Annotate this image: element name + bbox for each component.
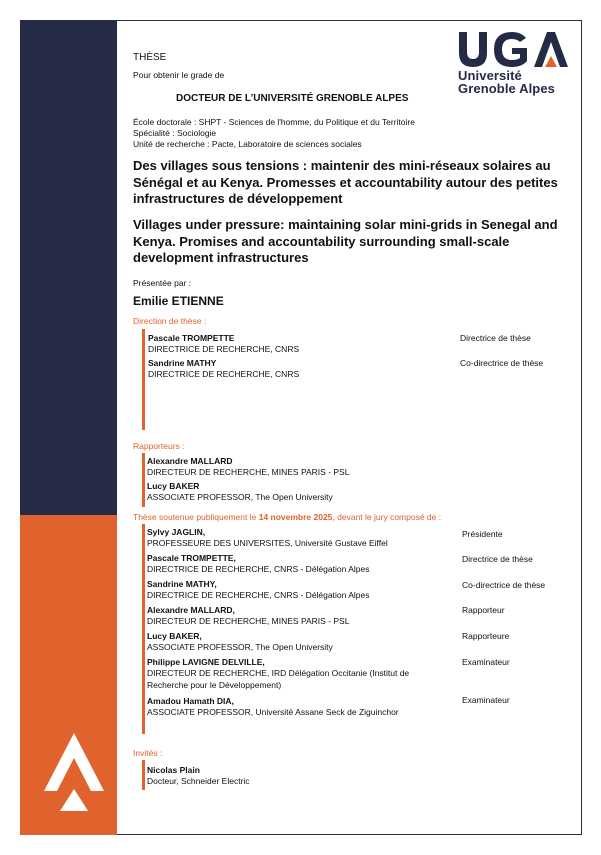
jury-member-role: Rapporteure [462, 631, 510, 641]
jury-member-name: Philippe LAVIGNE DELVILLE, [147, 657, 265, 667]
direction-affil: DIRECTRICE DE RECHERCHE, CNRS [148, 369, 300, 379]
uga-letters-icon [456, 30, 568, 70]
direction-label: Direction de thèse : [133, 316, 207, 326]
uga-logo [456, 30, 568, 96]
rapporteurs-label: Rapporteurs : [133, 441, 185, 451]
invite-name: Nicolas Plain [147, 765, 200, 775]
presentee-label: Présentée par : [133, 278, 192, 288]
jury-member-name: Amadou Hamath DIA, [147, 696, 234, 706]
invite-affil: Docteur, Schneider Electric [147, 776, 250, 786]
logo-line-1: Université [458, 68, 522, 83]
jury-member-role: Examinateur [462, 695, 510, 705]
jury-member-affil: DIRECTRICE DE RECHERCHE, CNRS - Délégation Alpes [147, 564, 370, 574]
jury-member-affil-cont: Recherche pour le Développement) [147, 680, 282, 690]
jury-member-role: Rapporteur [462, 605, 505, 615]
jury-member-affil: DIRECTEUR DE RECHERCHE, MINES PARIS - PSL [147, 616, 350, 626]
direction-role: Co-directrice de thèse [460, 358, 544, 368]
jury-member-name: Lucy BAKER, [147, 631, 202, 641]
jury-member-role: Co-directrice de thèse [462, 580, 546, 590]
jury-member-role: Directrice de thèse [462, 554, 533, 564]
jury-member-name: Sylvy JAGLIN, [147, 527, 206, 537]
direction-role: Directrice de thèse [460, 333, 531, 343]
grade-title: DOCTEUR DE L’UNIVERSITÉ GRENOBLE ALPES [176, 93, 409, 104]
jury-member-affil: ASSOCIATE PROFESSOR, Université Assane Seck de Ziguinchor [147, 707, 399, 717]
defense-date: 14 novembre 2025 [258, 512, 333, 522]
jury-member-affil: DIRECTEUR DE RECHERCHE, IRD Délégation Occitanie (Institut de [147, 668, 410, 678]
pour-obtenir: Pour obtenir le grade de [133, 70, 225, 80]
jury-member-affil: PROFESSEURE DES UNIVERSITES, Université Gustave Eiffel [147, 538, 388, 548]
specialite: Spécialité : Sociologie [133, 128, 217, 138]
jury-member-role: Examinateur [462, 657, 510, 667]
direction-name: Sandrine MATHY [148, 358, 217, 368]
title-french: Des villages sous tensions : maintenir des mini-réseaux solaires au Sénégal et au Kenya. Promesses et accountability autour des petites infrastructures de développement [133, 158, 558, 206]
rapporteur-name: Alexandre MALLARD [147, 456, 233, 466]
unite-recherche: Unité de recherche : Pacte, Laboratoire de sciences sociales [133, 139, 362, 149]
author-name: Emilie ETIENNE [133, 294, 224, 308]
jury-label [133, 512, 441, 523]
rapporteur-affil: ASSOCIATE PROFESSOR, The Open University [147, 492, 333, 502]
jury-member-name: Pascale TROMPETTE, [147, 553, 236, 563]
direction-affil: DIRECTRICE DE RECHERCHE, CNRS [148, 344, 300, 354]
ecole-doctorale: École doctorale : SHPT - Sciences de l'homme, du Politique et du Territoire [133, 117, 415, 127]
jury-label-post: , devant le jury composé de : [332, 512, 442, 522]
rapporteur-name: Lucy BAKER [147, 481, 200, 491]
rapporteurs-bar [142, 453, 145, 507]
invites-bar [142, 760, 145, 790]
jury-bar [142, 524, 145, 734]
sidebar-band [20, 20, 117, 835]
direction-name: Pascale TROMPETTE [148, 333, 235, 343]
direction-bar [142, 329, 145, 430]
jury-label-pre: Thèse soutenue publiquement le [133, 512, 259, 522]
jury-member-affil: DIRECTRICE DE RECHERCHE, CNRS - Délégation Alpes [147, 590, 370, 600]
sidebar-orange-band [20, 515, 117, 835]
title-english: Villages under pressure: maintaining solar mini-grids in Senegal and Kenya. Promises and accountability surrounding small-scale development infrastructures [133, 217, 558, 265]
uga-mountain-icon [44, 733, 104, 811]
jury-member-role: Présidente [462, 529, 503, 539]
logo-line-2: Grenoble Alpes [458, 81, 555, 96]
jury-member-affil: ASSOCIATE PROFESSOR, The Open University [147, 642, 333, 652]
rapporteur-affil: DIRECTEUR DE RECHERCHE, MINES PARIS - PSL [147, 467, 350, 477]
jury-member-name: Alexandre MALLARD, [147, 605, 235, 615]
jury-member-name: Sandrine MATHY, [147, 579, 217, 589]
these-heading: THÈSE [133, 52, 167, 63]
invites-label: Invités : [133, 748, 163, 758]
